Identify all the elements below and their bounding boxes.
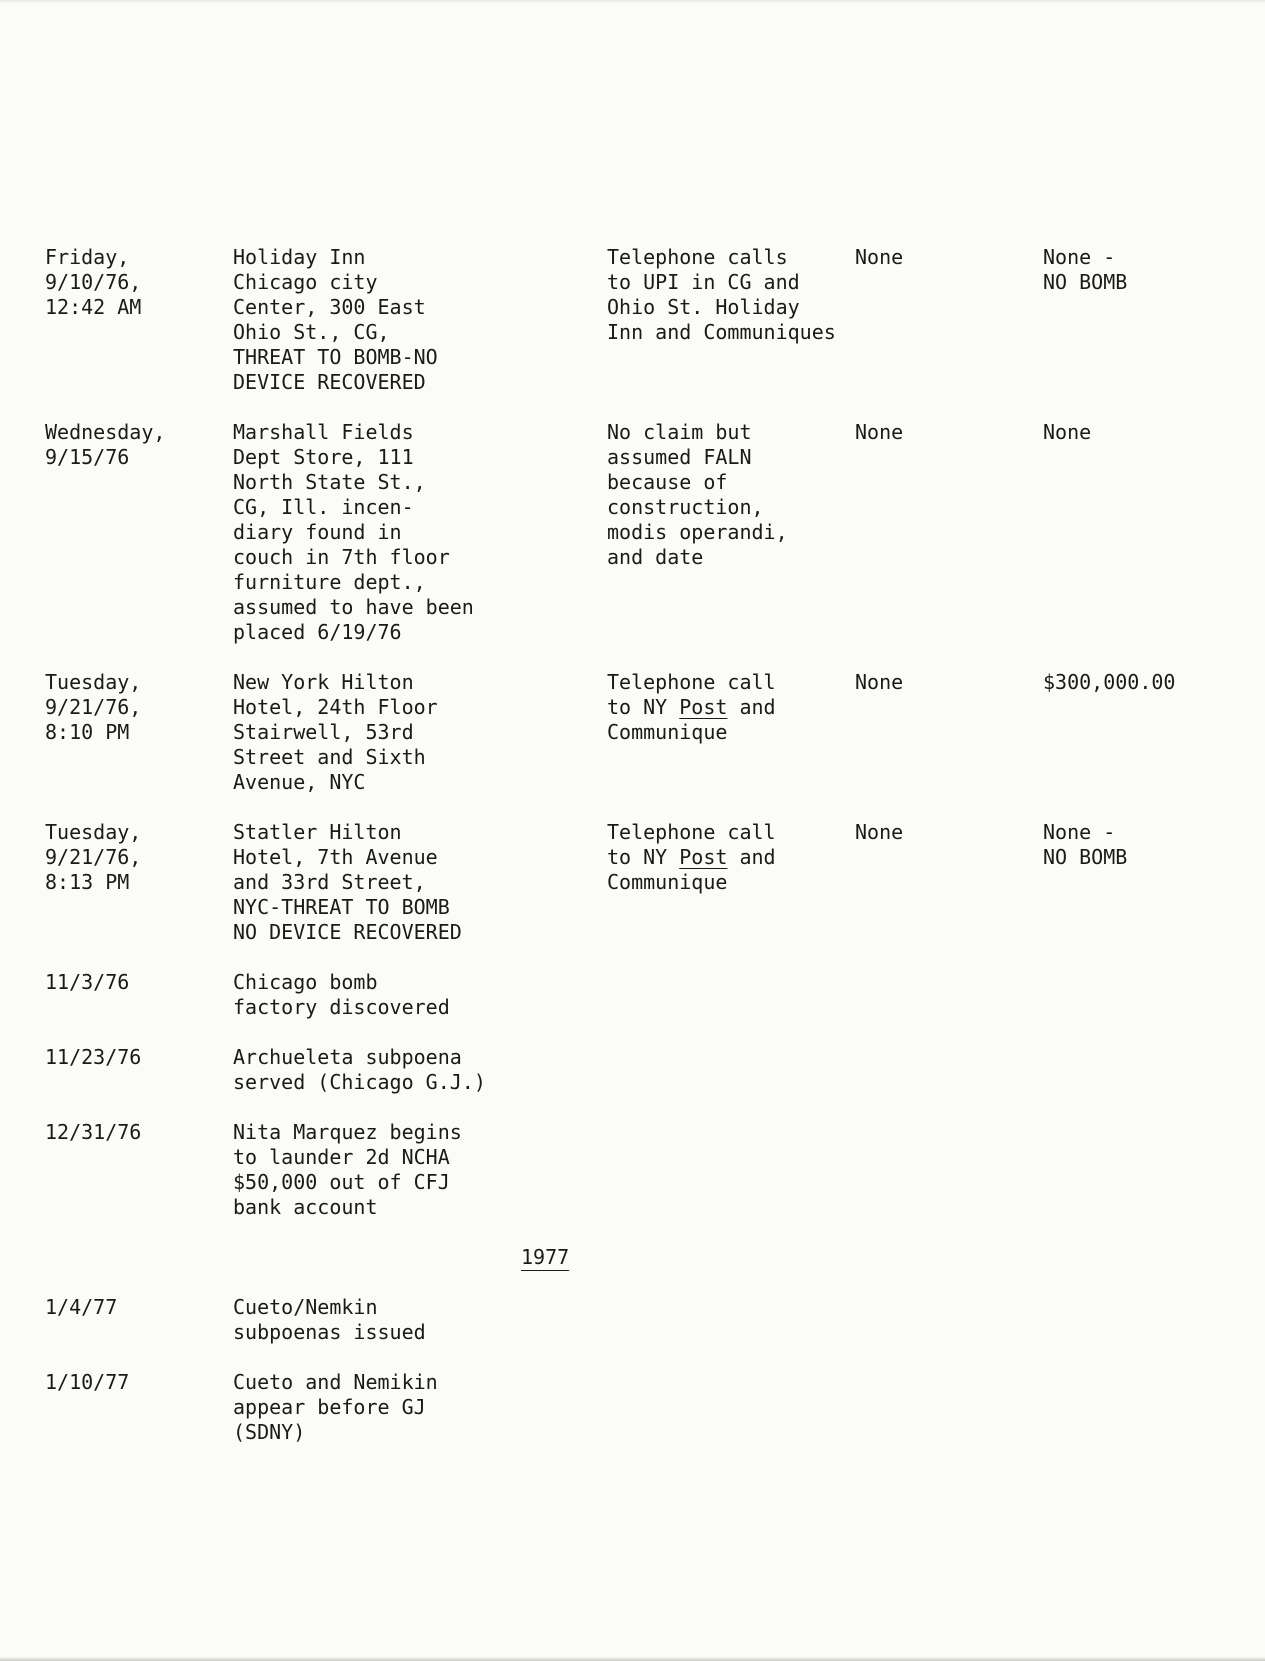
incident-damage: None [1043,420,1092,444]
event-text: Archueleta subpoena served (Chicago G.J.) [233,1045,486,1094]
event-text: Chicago bomb factory discovered [233,970,450,1019]
incident-injuries: None [855,670,904,694]
newspaper-name: Post [679,695,728,719]
incident-date: Tuesday, 9/21/76, 8:10 PM [45,670,142,744]
event-date: 11/3/76 [45,970,130,994]
incident-date: Wednesday, 9/15/76 [45,420,166,469]
claim-line: Communique [607,870,728,894]
incident-location: Marshall Fields Dept Store, 111 North State St., CG, Ill. incen- diary found in couch in 7th floor furniture dept., assumed to have been placed 6/19/76 [233,420,474,644]
event-date: 12/31/76 [45,1120,142,1144]
event-text: Cueto and Nemikin appear before GJ (SDNY) [233,1370,438,1444]
incident-location: Statler Hilton Hotel, 7th Avenue and 33rd Street, NYC-THREAT TO BOMB NO DEVICE RECOVERED [233,820,462,944]
event-date: 1/4/77 [45,1295,118,1319]
event-text: Cueto/Nemkin subpoenas issued [233,1295,426,1344]
page-bottom-edge [0,1657,1265,1661]
event-date: 1/10/77 [45,1370,130,1394]
page-top-edge [0,0,1265,3]
incident-injuries: None [855,245,904,269]
incident-date: Tuesday, 9/21/76, 8:13 PM [45,820,142,894]
claim-line: Telephone call [607,670,776,694]
claim-prefix: to NY [607,695,680,719]
incident-location: Holiday Inn Chicago city Center, 300 East Ohio St., CG, THREAT TO BOMB-NO DEVICE RECOVERED [233,245,438,394]
incident-claim [607,820,776,895]
newspaper-name: Post [679,845,728,869]
incident-injuries: None [855,420,904,444]
claim-prefix: to NY [607,845,680,869]
incident-claim [607,670,776,745]
year-heading: 1977 [521,1245,570,1269]
incident-claim: No claim but assumed FALN because of construction, modis operandi, and date [607,420,788,569]
incident-injuries: None [855,820,904,844]
claim-line: Communique [607,720,728,744]
incident-claim: Telephone calls to UPI in CG and Ohio St. Holiday Inn and Communiques [607,245,836,344]
incident-location: New York Hilton Hotel, 24th Floor Stairwell, 53rd Street and Sixth Avenue, NYC [233,670,438,794]
event-date: 11/23/76 [45,1045,142,1069]
event-text: Nita Marquez begins to launder 2d NCHA $50,000 out of CFJ bank account [233,1120,462,1219]
claim-line: Telephone call [607,820,776,844]
claim-suffix: and [727,695,776,719]
incident-date: Friday, 9/10/76, 12:42 AM [45,245,142,319]
incident-damage: $300,000.00 [1043,670,1176,694]
claim-suffix: and [727,845,776,869]
incident-damage: None - NO BOMB [1043,820,1128,869]
incident-damage: None - NO BOMB [1043,245,1128,294]
